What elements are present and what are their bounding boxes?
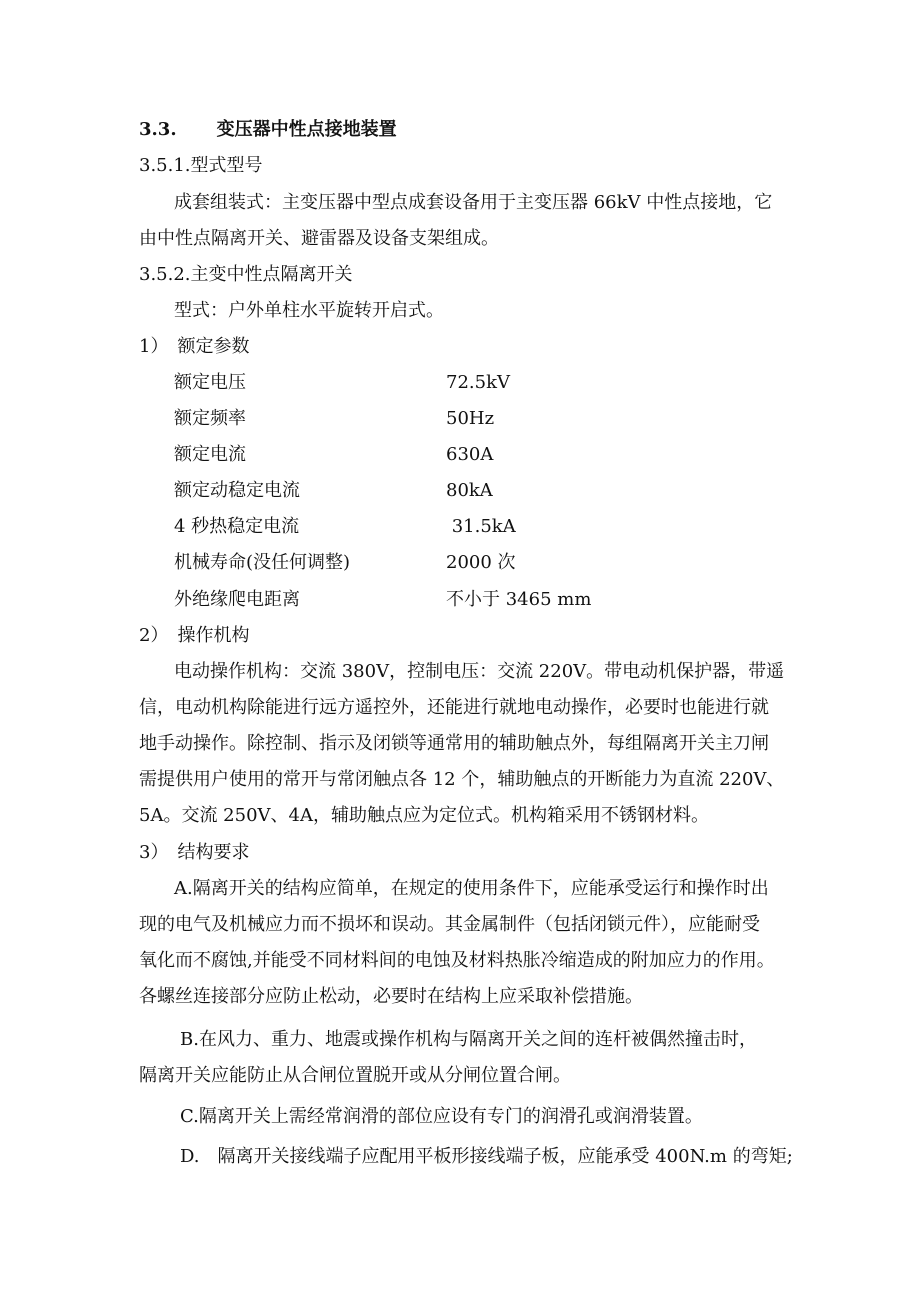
paragraph-line: 需提供用户使用的常开与常闭触点各 12 个，辅助触点的开断能力为直流 220V、 xyxy=(139,769,785,790)
paragraph-line: 各螺丝连接部分应防止松动，必要时在结构上应采取补偿措施。 xyxy=(139,986,643,1007)
paragraph-line: C.隔离开关上需经常润滑的部位应设有专门的润滑孔或润滑装置。 xyxy=(180,1106,703,1127)
paragraph-line: 隔离开关应能防止从合闸位置脱开或从分闸位置合闸。 xyxy=(139,1065,571,1086)
paragraph-line: D. 隔离开关接线端子应配用平板形接线端子板，应能承受 400N.m 的弯矩; xyxy=(180,1146,793,1167)
subsection-heading-352: 3.5.2.主变中性点隔离开关 xyxy=(139,264,353,285)
paragraph-line: 地手动操作。除控制、指示及闭锁等通常用的辅助触点外，每组隔离开关主刀闸 xyxy=(139,733,769,754)
rating-value: 72.5kV xyxy=(446,372,510,393)
rating-value: 2000 次 xyxy=(446,552,516,573)
rating-value: 不小于 3465 mm xyxy=(446,589,592,610)
subsection-heading-351: 3.5.1.型式型号 xyxy=(139,155,263,176)
section-heading xyxy=(139,119,397,141)
paragraph-line: 电动操作机构：交流 380V，控制电压：交流 220V。带电动机保护器，带遥 xyxy=(174,661,785,682)
paragraph-line: A.隔离开关的结构应简单，在规定的使用条件下，应能承受运行和操作时出 xyxy=(174,878,769,899)
paragraph-line: 由中性点隔离开关、避雷器及设备支架组成。 xyxy=(139,228,499,249)
rating-value: 80kA xyxy=(446,480,493,501)
structure-heading: 3） 结构要求 xyxy=(139,842,250,863)
rating-label: 额定动稳定电流 xyxy=(174,480,300,501)
paragraph-line: 5A。交流 250V、4A，辅助触点应为定位式。机构箱采用不锈钢材料。 xyxy=(139,805,709,826)
paragraph-line: B.在风力、重力、地震或操作机构与隔离开关之间的连杆被偶然撞击时， xyxy=(180,1029,757,1050)
rating-value: 630A xyxy=(446,444,494,465)
ratings-heading: 1） 额定参数 xyxy=(139,336,250,357)
rating-value: 31.5kA xyxy=(446,516,516,537)
rating-label: 额定电流 xyxy=(174,444,246,465)
paragraph-line: 信，电动机构除能进行远方遥控外，还能进行就地电动操作，必要时也能进行就 xyxy=(139,697,769,718)
paragraph-line: 现的电气及机械应力而不损坏和误动。其金属制件（包括闭锁元件），应能耐受 xyxy=(139,914,760,935)
mechanism-heading: 2） 操作机构 xyxy=(139,625,250,646)
rating-label: 外绝缘爬电距离 xyxy=(174,589,300,610)
rating-value: 50Hz xyxy=(446,408,495,429)
paragraph-line: 型式：户外单柱水平旋转开启式。 xyxy=(174,300,444,321)
paragraph-line: 氧化而不腐蚀,并能受不同材料间的电蚀及材料热胀冷缩造成的附加应力的作用。 xyxy=(139,950,775,971)
rating-label: 额定电压 xyxy=(174,372,246,393)
section-title: 变压器中性点接地装置 xyxy=(216,119,397,140)
rating-label: 4 秒热稳定电流 xyxy=(174,516,300,537)
rating-label: 额定频率 xyxy=(174,408,246,429)
paragraph-line: 成套组装式：主变压器中型点成套设备用于主变压器 66kV 中性点接地，它 xyxy=(174,192,773,213)
rating-label: 机械寿命(没任何调整) xyxy=(174,552,351,573)
section-number: 3.3. xyxy=(139,119,177,140)
